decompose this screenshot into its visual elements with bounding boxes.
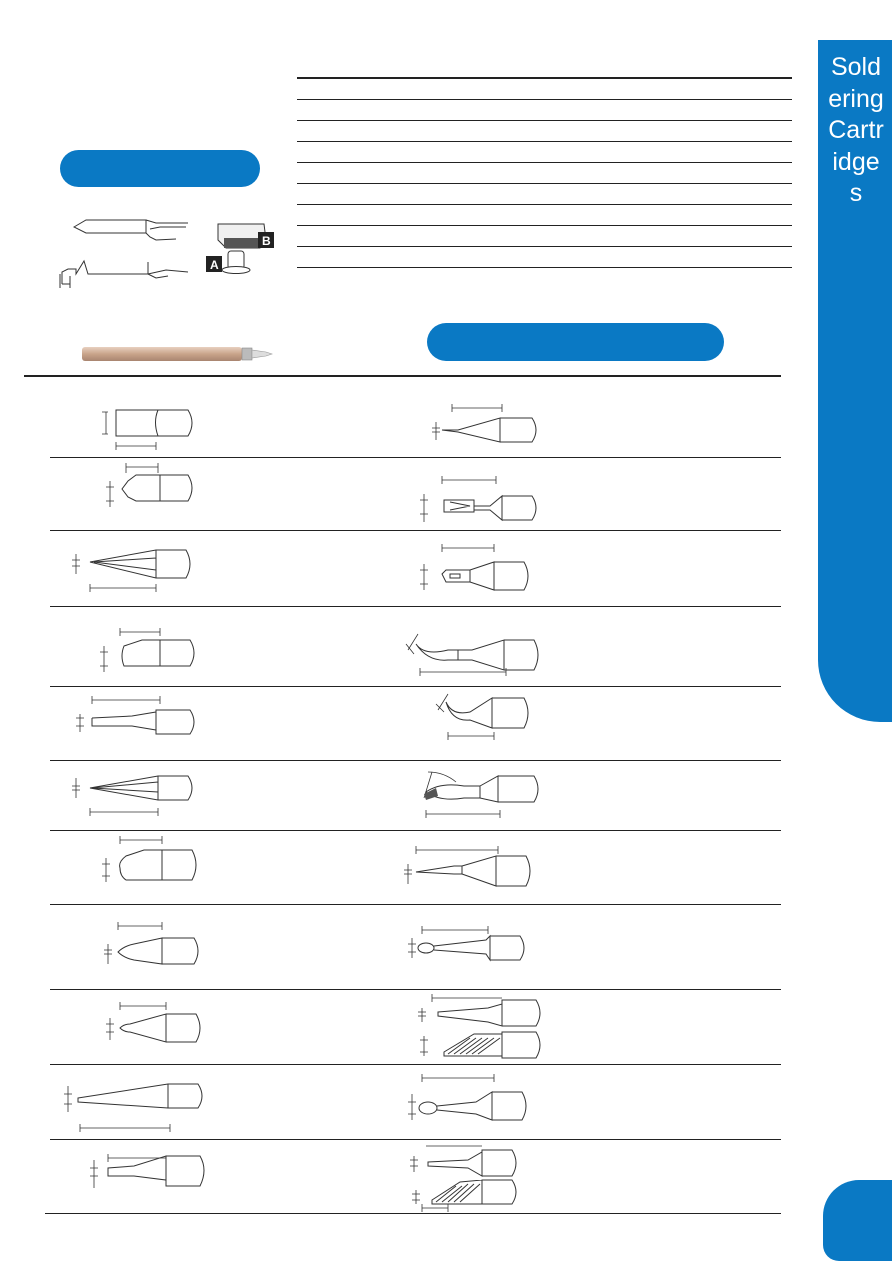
tip-bent-angled: [414, 768, 544, 822]
section-pill-left: [60, 150, 260, 187]
table-row-rule: [297, 183, 792, 184]
grid-row-rule: [50, 606, 781, 607]
tip-bent-long: [402, 626, 546, 676]
tip-dual-blade: [408, 1144, 524, 1212]
grid-row-rule: [50, 904, 781, 905]
tip-hoof: [100, 461, 204, 513]
table-row-rule: [297, 141, 792, 142]
tip-profile-flat-icon: [56, 258, 196, 290]
tip-blade-pair: [414, 994, 546, 1060]
table-row-rule: [297, 204, 792, 205]
table-row-rule: [297, 267, 792, 268]
tip-chisel: [98, 400, 202, 452]
grid-row-rule: [50, 1064, 781, 1065]
grid-row-rule: [50, 457, 781, 458]
tip-bevel-chisel: [98, 624, 204, 676]
grid-row-rule: [50, 830, 781, 831]
cartridge-photo: [80, 342, 280, 366]
page-number-tab: [823, 1180, 892, 1261]
tip-tweezer-slot: [414, 540, 538, 596]
tip-profile-side-icon: [66, 215, 196, 245]
tip-short-conical: [98, 918, 206, 970]
grid-top-rule: [24, 375, 781, 377]
side-tab-title: Soldering Cartridges: [828, 53, 884, 207]
tip-tweezer-small: [414, 470, 550, 526]
table-row-rule: [297, 162, 792, 163]
tip-bent-short: [430, 690, 536, 740]
table-row-rule: [297, 246, 792, 247]
callout-b: B: [262, 234, 271, 248]
tip-long-blade: [66, 768, 202, 822]
tip-ultra-fine: [400, 844, 536, 890]
tip-needle: [428, 400, 550, 450]
callout-a: A: [210, 258, 219, 272]
tip-short-hoof: [98, 836, 204, 888]
grid-row-rule: [50, 1139, 781, 1140]
tip-oval-knife: [404, 1072, 534, 1126]
table-top-rule: [297, 77, 792, 79]
tip-long-taper: [58, 1076, 208, 1136]
table-row-rule: [297, 225, 792, 226]
grid-row-rule: [50, 530, 781, 531]
tip-sleeve-icon: [206, 218, 278, 278]
grid-bottom-rule: [45, 1213, 781, 1214]
grid-row-rule: [50, 989, 781, 990]
tip-ball: [404, 924, 534, 970]
tip-fine-pin: [72, 692, 200, 744]
grid-row-rule: [50, 686, 781, 687]
tip-long-conical: [66, 540, 202, 596]
tip-micro-conical: [104, 1000, 208, 1050]
grid-row-rule: [50, 760, 781, 761]
table-row-rule: [297, 99, 792, 100]
tip-step-pin: [86, 1150, 210, 1196]
table-row-rule: [297, 120, 792, 121]
side-tab: [818, 40, 892, 722]
section-pill-right: [427, 323, 724, 361]
